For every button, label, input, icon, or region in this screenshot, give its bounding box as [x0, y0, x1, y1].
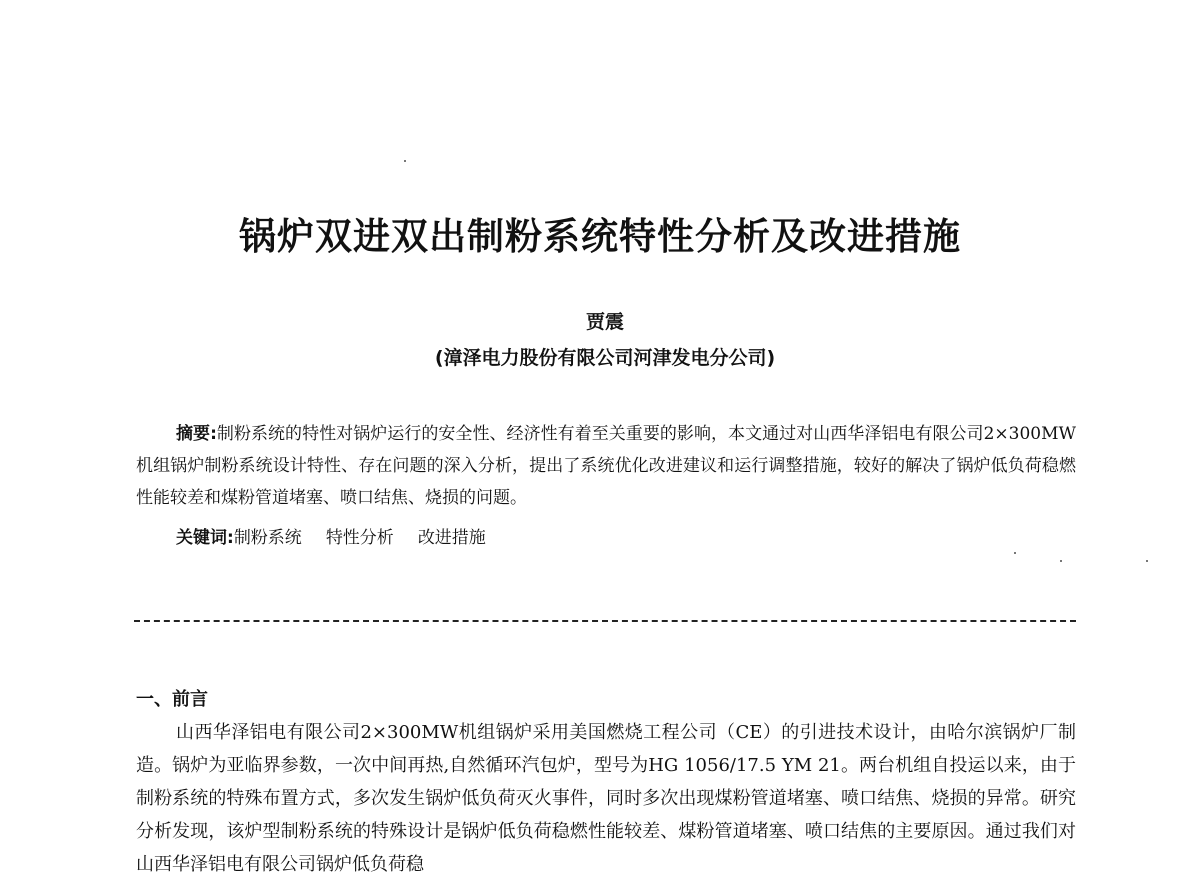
abstract-text: 制粉系统的特性对锅炉运行的安全性、经济性有着至关重要的影响，本文通过对山西华泽铝电有限公司2×300MW机组锅炉制粉系统设计特性、存在问题的深入分析，提出了系统优化改进建议和运行调整措施，较好的解决了锅炉低负荷稳燃性能较差和煤粉管道堵塞、喷口结焦、烧损的问题。	[136, 424, 1076, 508]
paper-title: 锅炉双进双出制粉系统特性分析及改进措施	[239, 215, 961, 258]
section-divider	[134, 620, 1076, 622]
author-name: 贾震	[585, 311, 624, 333]
abstract-label: 摘要:	[176, 424, 217, 444]
keywords	[176, 522, 510, 554]
keyword-item: 特性分析	[325, 528, 394, 548]
abstract	[136, 418, 1076, 514]
scan-speck	[1060, 560, 1062, 562]
scan-speck	[1014, 552, 1016, 554]
keyword-item: 改进措施	[417, 528, 486, 548]
scan-speck	[1146, 560, 1148, 562]
keyword-item: 制粉系统	[233, 528, 302, 548]
introduction-paragraph: 山西华泽铝电有限公司2×300MW机组锅炉采用美国燃烧工程公司（CE）的引进技术设计，由哈尔滨锅炉厂制造。锅炉为亚临界参数，一次中间再热,自然循环汽包炉，型号为HG 1056/17.5 YM 21。两台机组自投运以来，由于制粉系统的特殊布置方式，多次发生锅炉低负荷灭火事件，同时多次出现煤粉管道堵塞、喷口结焦、烧损的异常。研究分析发现，该炉型制粉系统的特殊设计是锅炉低负荷稳燃性能较差、煤粉管道堵塞、喷口结焦的主要原因。通过我们对山西华泽铝电有限公司锅炉低负荷稳	[136, 722, 1076, 875]
keywords-label: 关键词:	[176, 528, 234, 548]
scan-speck	[404, 160, 406, 162]
author-affiliation: (漳泽电力股份有限公司河津发电分公司)	[434, 347, 776, 369]
section-heading-introduction: 一、前言	[136, 689, 208, 710]
